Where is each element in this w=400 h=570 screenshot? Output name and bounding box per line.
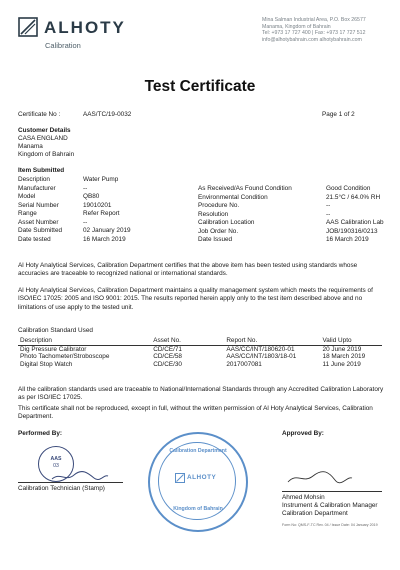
column-header: Asset No. (151, 337, 224, 345)
item-field-label: Date Issued (198, 236, 233, 243)
seal-center-text: ALHOTY (187, 474, 217, 481)
reproduction-note: This certificate shall not be reproduced, except in full, without the written permission of Al Hoty Analytical Services, Calibration Department. (18, 405, 373, 421)
table-cell: CD/CE/30 (153, 360, 182, 368)
table-cell: Digital Stop Watch (20, 360, 73, 368)
table-cell: CD/CE/71 (153, 345, 182, 353)
item-field-label: Job Order No. (198, 227, 239, 235)
customer-heading: Customer Details (18, 127, 71, 134)
department-seal (148, 432, 248, 532)
page-title: Test Certificate (144, 78, 256, 95)
column-header: Valid Upto (321, 337, 382, 345)
certificate-number: AAS/TC/19-0032 (83, 111, 132, 118)
item-field-label: Resolution (198, 210, 229, 218)
customer-city: Manama (18, 143, 43, 150)
seal-bottom-text: Kingdom of Bahrain (173, 506, 223, 512)
stamp-number: 03 (53, 463, 59, 469)
performed-by-label: Performed By: (18, 430, 63, 437)
item-field-label: Model (18, 193, 36, 200)
item-field-value: 19010201 (83, 201, 112, 209)
item-right-column (198, 185, 393, 249)
customer-name: CASA ENGLAND (18, 135, 68, 142)
table-row (18, 353, 382, 361)
item-field-label: Calibration Location (198, 219, 255, 226)
table-cell: 20 June 2019 (322, 345, 362, 353)
table-row (18, 361, 382, 369)
table-cell: Dig Pressure Calibrator (20, 345, 87, 353)
column-header: Report No. (224, 337, 320, 345)
seal-logo-icon (175, 473, 185, 483)
item-field-label: Procedure No. (198, 202, 240, 209)
table-row (18, 345, 382, 353)
item-field-label: As Received/As Found Condition (198, 185, 292, 192)
table-cell: 2017007081 (226, 360, 262, 368)
company-subtitle: Calibration (45, 41, 81, 50)
table-cell: AAS/CC/INT/180620-01 (226, 345, 295, 353)
table-header-row (18, 337, 382, 345)
table-cell: AAS/CC/INT/1803/18-01 (226, 353, 297, 361)
item-field-value: Water Pump (83, 176, 119, 183)
item-field-label: Date Submitted (18, 227, 63, 234)
certificate-label: Certificate No : (18, 111, 61, 118)
approved-signature-line (282, 491, 382, 492)
column-header: Description (18, 337, 151, 345)
form-reference: Form No: QMS-F-TC Rev. 04 / Issue Date: 04 January 2019 (282, 523, 378, 527)
item-field-value: 02 January 2019 (83, 227, 131, 234)
item-field-label: Date tested (18, 235, 51, 243)
item-field-value: Refer Report (83, 210, 120, 217)
table-cell: Photo Tachometer/Stroboscope (20, 353, 110, 361)
technician-caption: Calibration Technician (Stamp) (18, 485, 105, 492)
item-field-value: QB80 (83, 193, 100, 200)
technician-signature-icon (50, 470, 110, 482)
approved-by-label: Approved By: (282, 430, 324, 437)
page-number: Page 1 of 2 (322, 111, 355, 118)
company-name: ALHOTY (44, 18, 126, 37)
standards-table (18, 337, 382, 368)
item-field-label: Asset Number (18, 218, 59, 226)
item-heading: Item Submitted (18, 167, 65, 174)
item-field-label: Serial Number (18, 201, 59, 209)
item-field-value: -- (83, 218, 88, 226)
quality-statement: Al Hoty Analytical Services, Calibration Department maintains a quality management system which meets the requirements of ISO/IEC 17025: 2005 and ISO 9001: 2015. The results reported herein apply only to the test item described above and no limitations of use apply to the tested unit. (18, 287, 373, 311)
address-line: Manama, Kingdom of Bahrain (262, 23, 331, 30)
address-line: info@alhotybahrain.com alhotybahrain.com (262, 36, 362, 43)
approver-title: Instrument & Calibration Manager (282, 502, 378, 509)
address-line: Tel: +973 17 727 400 | Fax: +973 17 727 512 (262, 30, 366, 36)
company-address (262, 17, 392, 43)
item-field-label: Description (18, 176, 50, 183)
address-line: Mina Salman Industrial Area, P.O. Box 26577 (262, 17, 366, 23)
item-field-value: 21.5°C / 64.0% RH (326, 193, 381, 201)
approver-signature-icon (285, 470, 355, 486)
standards-heading: Calibration Standard Used (18, 327, 93, 334)
item-field-value: Good Condition (326, 185, 371, 192)
traceability-statement: Al Hoty Analytical Services, Calibration Department certifies that the above item has been tested using standards whose accuracies are traceable to recognized national or international standards. (18, 262, 358, 278)
item-left-column (18, 176, 188, 248)
item-field-value: -- (326, 210, 331, 218)
item-field-value: -- (83, 184, 88, 192)
item-field-value: AAS Calibration Lab (326, 219, 384, 226)
stamp-text: AAS (50, 456, 62, 462)
alhoty-logo-icon (18, 17, 38, 37)
item-field-label: Environmental Condition (198, 193, 268, 201)
item-field-value: -- (326, 202, 331, 209)
performed-signature-line (18, 482, 123, 483)
item-field-label: Manufacturer (18, 184, 56, 192)
item-field-value: 16 March 2019 (83, 235, 126, 243)
table-cell: CD/CE/58 (153, 353, 182, 361)
item-field-label: Range (18, 210, 37, 217)
table-cell: 11 June 2019 (322, 360, 361, 368)
approver-department: Calibration Department (282, 510, 348, 517)
item-field-value: JOB/190316/0213 (326, 227, 378, 235)
seal-top-text: Calibration Department (169, 448, 227, 454)
item-field-value: 16 March 2019 (326, 236, 369, 243)
customer-country: Kingdom of Bahrain (18, 151, 75, 158)
standards-traceability-note: All the calibration standards used are traceable to National/International Standards through any Accredited Calibration Laboratory as per ISO/IEC 17025. (18, 386, 384, 402)
table-cell: 18 March 2019 (322, 353, 366, 361)
approver-name: Ahmed Mohsin (282, 494, 325, 501)
